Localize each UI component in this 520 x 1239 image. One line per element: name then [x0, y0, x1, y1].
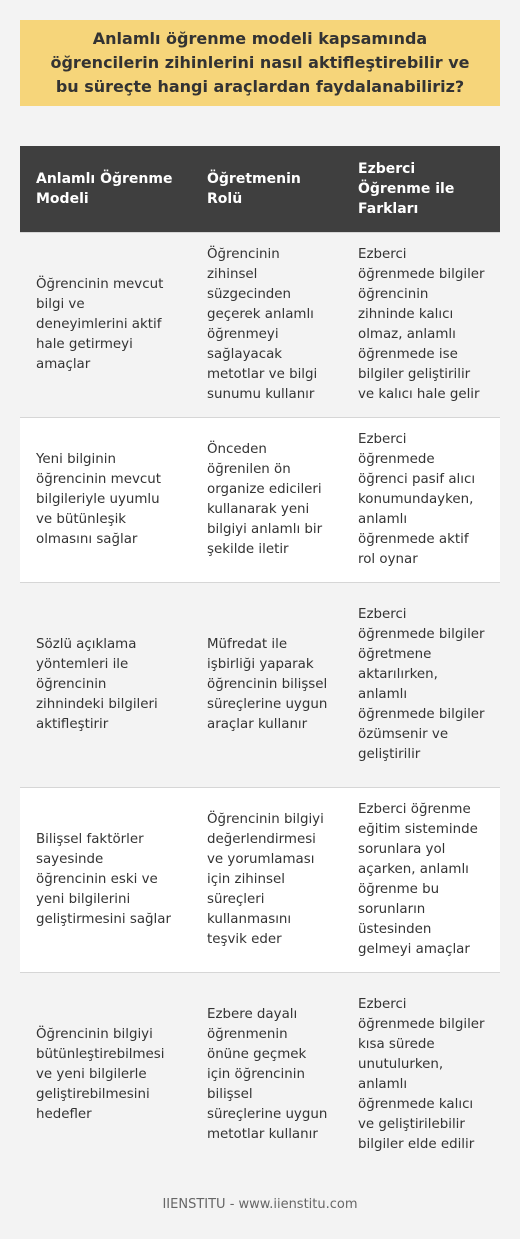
table-cell: Öğrencinin bilgiyi bütünleştirebilmesi ve yeni bilgilerle geliştirebilmesini hedefler: [20, 972, 191, 1177]
table-cell: Yeni bilginin öğrencinin mevcut bilgileriyle uyumlu ve bütünleşik olmasını sağlar: [20, 417, 191, 582]
table-row: [20, 582, 500, 787]
header-cell: Ezberci Öğrenme ile Farkları: [342, 146, 500, 232]
comparison-table: [20, 146, 500, 1177]
page-title: Anlamlı öğrenme modeli kapsamında öğrencilerin zihinlerini nasıl aktifleştirebilir ve bu süreçte hangi araçlardan faydalanabiliriz?: [50, 29, 470, 96]
table-row: [20, 417, 500, 582]
table-cell: Öğrencinin mevcut bilgi ve deneyimlerini aktif hale getirmeyi amaçlar: [20, 232, 191, 417]
table-row: [20, 787, 500, 972]
header-cell: Öğretmenin Rolü: [191, 146, 342, 232]
title-banner: [20, 20, 500, 106]
table-cell: Ezberci öğrenmede öğrenci pasif alıcı konumundayken, anlamlı öğrenmede aktif rol oynar: [342, 417, 500, 582]
table-cell: Ezberci öğrenmede bilgiler öğrencinin zihninde kalıcı olmaz, anlamlı öğrenmede ise bilgiler geliştirilir ve kalıcı hale gelir: [342, 232, 500, 417]
table-cell: Ezberci öğrenme eğitim sisteminde sorunlara yol açarken, anlamlı öğrenme bu sorunların üstesinden gelmeyi amaçlar: [342, 787, 500, 972]
table-row: [20, 232, 500, 417]
table-cell: Öğrencinin zihinsel süzgecinden geçerek anlamlı öğrenmeyi sağlayacak metotlar ve bilgi sunumu kullanır: [191, 232, 342, 417]
table-header-row: [20, 146, 500, 232]
table-cell: Öğrencinin bilgiyi değerlendirmesi ve yorumlaması için zihinsel süreçleri kullanmasını teşvik eder: [191, 787, 342, 972]
footer-credit: IIENSTITU - www.iienstitu.com: [162, 1197, 358, 1212]
header-cell: Anlamlı Öğrenme Modeli: [20, 146, 191, 232]
table-cell: Ezberci öğrenmede bilgiler öğretmene aktarılırken, anlamlı öğrenmede bilgiler özümsenir ve geliştirilir: [342, 582, 500, 787]
table-cell: Bilişsel faktörler sayesinde öğrencinin eski ve yeni bilgilerini geliştirmesini sağlar: [20, 787, 191, 972]
table-cell: Müfredat ile işbirliği yaparak öğrencinin bilişsel süreçlerine uygun araçlar kullanır: [191, 582, 342, 787]
table-cell: Ezberci öğrenmede bilgiler kısa sürede unutulurken, anlamlı öğrenmede kalıcı ve geliştirilebilir bilgiler elde edilir: [342, 972, 500, 1177]
table-cell: Sözlü açıklama yöntemleri ile öğrencinin zihnindeki bilgileri aktifleştirir: [20, 582, 191, 787]
table-row: [20, 972, 500, 1177]
table-cell: Önceden öğrenilen ön organize edicileri kullanarak yeni bilgiyi anlamlı bir şekilde iletir: [191, 417, 342, 582]
table-cell: Ezbere dayalı öğrenmenin önüne geçmek için öğrencinin bilişsel süreçlerine uygun metotlar kullanır: [191, 972, 342, 1177]
